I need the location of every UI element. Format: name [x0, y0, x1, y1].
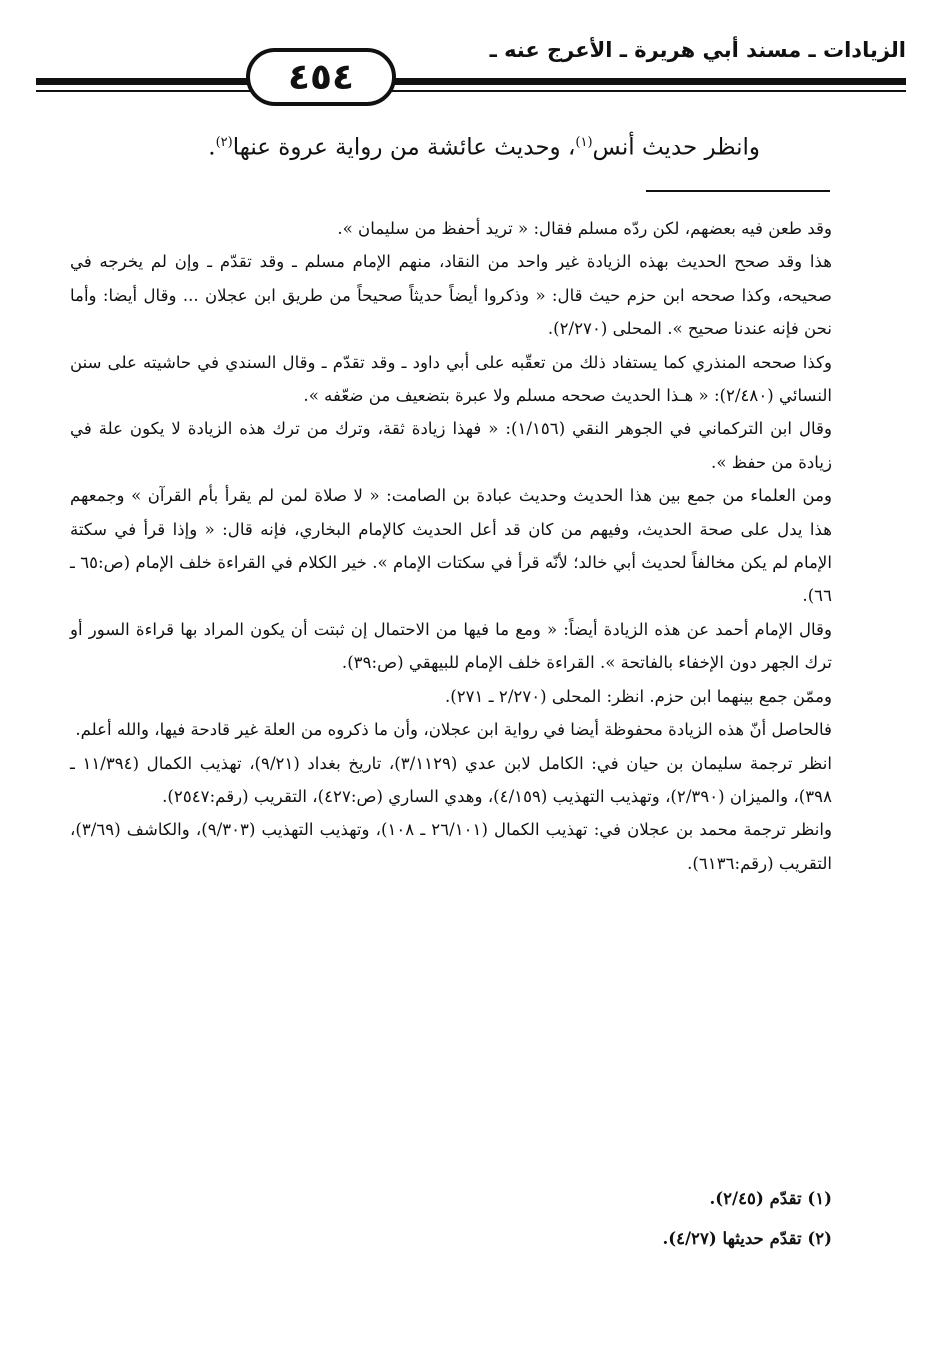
note-paragraph: وقال ابن التركماني في الجوهر النقي (١/١٥٦): « فهذا زيادة ثقة، وترك من ترك هذه الزيادة لا يكون علة في زيادة من حفظ ». — [70, 419, 833, 472]
page-header — [36, 30, 906, 110]
notes-section — [70, 212, 832, 880]
footnote-2: (٢) تقدّم حديثها (٤/٢٧). — [662, 1228, 832, 1248]
main-text-part-3: . — [208, 134, 216, 161]
footnote-ref-2: (٢) — [215, 135, 233, 150]
note-paragraph: وقد طعن فيه بعضهم، لكن ردّه مسلم فقال: « تريد أحفظ من سليمان ». — [337, 219, 832, 238]
note-paragraph: انظر ترجمة سليمان بن حيان في: الكامل لابن عدي (٣/١١٢٩)، تاريخ بغداد (٩/٢١)، تهذيب الكمال (١١/٣٩٤ ـ ٣٩٨)، والميزان (٢/٣٩٠)، وتهذيب التهذيب (٤/١٥٩)، وهدي الساري (ص:٤٢٧)، التقريب (رقم:٢٥٤٧). — [70, 753, 832, 806]
main-text-part-2: ، وحديث عائشة من رواية عروة عنها — [232, 134, 576, 161]
header-thin-rule — [36, 90, 906, 92]
page-number: ٤٥٤ — [246, 48, 396, 106]
note-paragraph: ومن العلماء من جمع بين هذا الحديث وحديث عبادة بن الصامت: « لا صلاة لمن لم يقرأ بأم القرآن » وجمعهم هذا يدل على صحة الحديث، وفيهم من كان قد أعل الحديث كالإمام البخاري، فإنه قال: « وإذا قرأ في سكتة الإمام لم يكن مخالفاً لحديث أبي خالد؛ لأنّه قرأ في سكتات الإمام ». خير الكلام في القراءة خلف الإمام (ص:٦٥ ـ ٦٦). — [70, 486, 832, 606]
main-text — [60, 118, 760, 173]
footnote-separator — [646, 190, 830, 192]
note-paragraph: وكذا صححه المنذري كما يستفاد ذلك من تعقّبه على أبي داود ـ وقد تقدّم ـ وقال السندي في حاشيته على سنن النسائي (٢/٤٨٠): « هـذا الحديث صححه مسلم ولا عبرة بتضعيف من ضعّفه ». — [70, 352, 832, 406]
note-paragraph: وممّن جمع بينهما ابن حزم. انظر: المحلى (٢/٢٧٠ ـ ٢٧١). — [444, 686, 832, 706]
footnote-ref-1: (١) — [575, 135, 593, 150]
footnote-1: (١) تقدّم (٢/٤٥). — [709, 1188, 832, 1208]
footnotes-section — [70, 1178, 832, 1258]
main-text-part-1: وانظر حديث أنس — [592, 134, 760, 161]
header-thick-rule — [36, 78, 906, 85]
note-paragraph: هذا وقد صحح الحديث بهذه الزيادة غير واحد من النقاد، منهم الإمام مسلم ـ وقد تقدّم ـ وإن لم يخرجه في صحيحه، وكذا صححه ابن حزم حيث قال: « وذكروا أيضاً حديثاً صحيحاً من طريق ابن عجلان ... وقال أيضا: وأما نحن فإنه عندنا صحيح ». المحلى (٢/٢٧٠). — [70, 252, 832, 339]
note-paragraph: فالحاصل أنّ هذه الزيادة محفوظة أيضا في رواية ابن عجلان، وأن ما ذكروه من العلة غير قادحة فيها، والله أعلم. — [75, 720, 832, 740]
note-paragraph: وقال الإمام أحمد عن هذه الزيادة أيضاً: « ومع ما فيها من الاحتمال إن ثبتت أن يكون المراد بها قراءة السور أو ترك الجهر دون الإخفاء بالفاتحة ». القراءة خلف الإمام للبيهقي (ص:٣٩). — [70, 619, 832, 673]
note-paragraph: وانظر ترجمة محمد بن عجلان في: تهذيب الكمال (٢٦/١٠١ ـ ١٠٨)، وتهذيب التهذيب (٩/٣٠٣)، والكاشف (٣/٦٩)، التقريب (رقم:٦١٣٦). — [70, 820, 832, 873]
running-title: الزيادات ـ مسند أبي هريرة ـ الأعرج عنه ـ — [489, 38, 906, 62]
